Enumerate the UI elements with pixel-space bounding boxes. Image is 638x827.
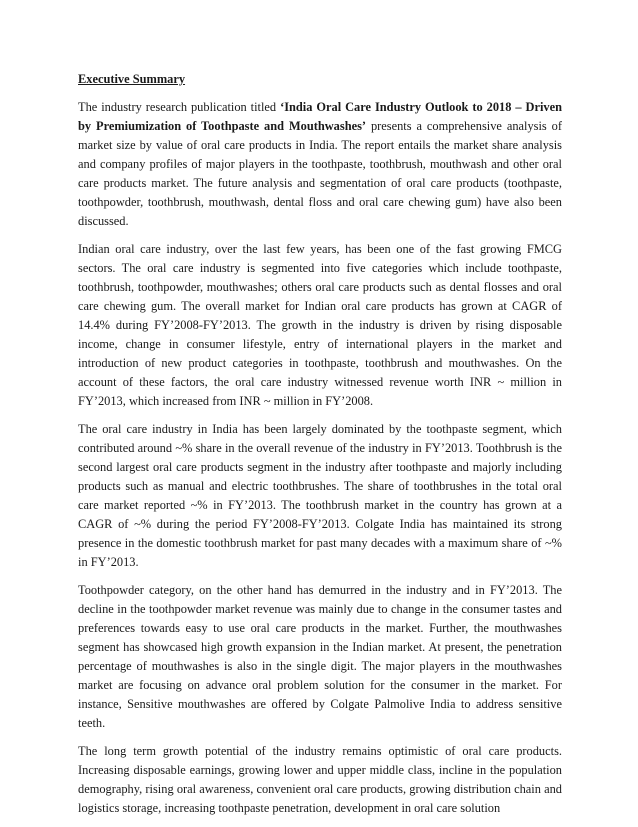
intro-rest: presents a comprehensive analysis of market size by value of oral care products in India. The report entails the market share analysis and company profiles of major players in the toothpaste, toothbrush, mouthwash and other oral care products market. The future analysis and segmentation of oral care products (toothpaste, toothpowder, toothbrush, mouthwash, dental floss and oral care chewing gum) have also been discussed. bbox=[78, 119, 562, 228]
paragraph-intro bbox=[78, 98, 562, 231]
paragraph-growth-potential: The long term growth potential of the industry remains optimistic of oral care products. Increasing disposable earnings, growing lower and upper middle class, incline in the population demography, rising oral awareness, convenient oral care products, growing distribution chain and logistics storage, increasing toothpaste penetration, development in oral care solution bbox=[78, 744, 562, 815]
paragraph-industry-overview: Indian oral care industry, over the last few years, has been one of the fast growing FMCG sectors. The oral care industry is segmented into five categories which include toothpaste, toothbrush, toothpowder, mouthwashes; others oral care products such as dental flosses and oral care chewing gum. The overall market for Indian oral care products has grown at CAGR of 14.4% during FY’2008-FY’2013. The growth in the industry is driven by rising disposable income, change in consumer lifestyle, entry of international players in the market and introduction of new product categories in toothpaste, toothbrush and mouthwashes. On the account of these factors, the oral care industry witnessed revenue worth INR ~ million in FY’2013, which increased from INR ~ million in FY’2008. bbox=[78, 242, 562, 408]
paragraph-toothpaste-toothbrush: The oral care industry in India has been largely dominated by the toothpaste segment, which contributed around ~% share in the overall revenue of the industry in FY’2013. Toothbrush is the second largest oral care products segment in the industry after toothpaste and majorly including products such as manual and electric toothbrushes. The share of toothbrushes in the total oral care market reported ~% in FY’2013. The toothbrush market in the country has grown at a CAGR of ~% during the period FY’2008-FY’2013. Colgate India has maintained its strong presence in the domestic toothbrush market for past many decades with a maximum share of ~% in FY’2013. bbox=[78, 422, 562, 569]
intro-lead: The industry research publication titled bbox=[78, 100, 281, 114]
report-title: ‘India Oral Care Industry Outlook to 2018 – Driven by Premiumization of Toothpaste and Mouthwashes’ bbox=[78, 100, 562, 133]
paragraph-toothpowder-mouthwash: Toothpowder category, on the other hand has demurred in the industry and in FY’2013. The decline in the toothpowder market revenue was mainly due to change in the consumer tastes and preferences towards easy to use oral care products in the market. Further, the mouthwashes segment has showcased high growth expansion in the Indian market. At present, the penetration percentage of mouthwashes is also in the single digit. The major players in the mouthwashes market are focusing on advance oral problem solution for the consumer in the market. For instance, Sensitive mouthwashes are offered by Colgate Palmolive India to address sensitive teeth. bbox=[78, 583, 562, 730]
section-heading: Executive Summary bbox=[78, 72, 186, 86]
document-page bbox=[78, 70, 562, 827]
